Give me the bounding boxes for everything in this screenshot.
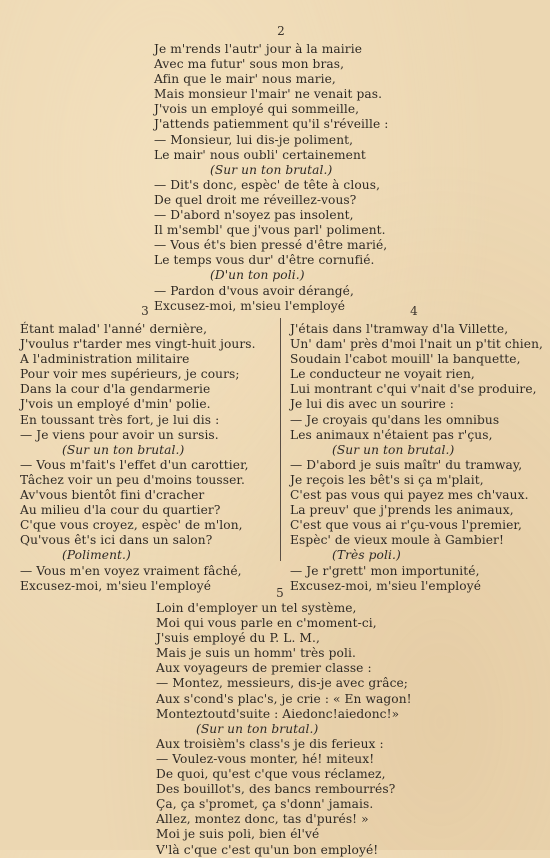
verse-line: J'vois un employé qui sommeille, [154,102,360,117]
verse-line: Étant malad' l'anné' dernière, [20,322,208,336]
verse-line: Avec ma futur' sous mon bras, [154,57,345,72]
verse-line: Espèc' de vieux moule à Gambier! [290,533,504,548]
section-number-5: 5 [276,586,284,600]
verse-line: Pour voir mes supérieurs, je cours; [20,367,240,382]
verse-line: Le mair' nous oubli' certainement [154,147,366,162]
verse-line: — Vous ét's bien pressé d'être marié, [154,238,388,253]
verse-line: C'est que vous ai r'çu-vous l'premier, [290,518,522,533]
verse-line: En toussant très fort, je lui dis : [20,412,220,427]
stanza-2 [154,42,389,314]
stanza-3 [20,322,256,594]
verse-line: Aux s'cond's plac's, je crie : « En wagon! [156,691,412,706]
verse-line: — Pardon d'vous avoir dérangé, [154,283,354,298]
verse-line: — Montez, messieurs, dis-je avec grâce; [156,676,409,691]
verse-line: Un' dam' près d'moi l'nait un p'tit chien, [290,337,544,352]
verse-line: De quoi, qu'est c'que vous réclamez, [156,767,386,782]
verse-line: Excusez-moi, m'sieu l'employé [154,298,346,313]
verse-line: — Je viens pour avoir un sursis. [20,427,219,442]
section-number-3: 3 [141,304,149,318]
verse-line: Tâchez voir un peu d'moins tousser. [20,472,245,487]
verse-line: C'que vous croyez, espèc' de m'lon, [20,518,243,533]
verse-line: J'attends patiemment qu'il s'réveille : [154,117,389,132]
section-number-4: 4 [410,304,418,318]
verse-line: Le conducteur ne voyait rien, [290,367,475,382]
verse-line: Ça, ça s'promet, ça s'donn' jamais. [156,797,374,812]
verse-line: Aux troisièm's class's je dis ferieux : [156,736,384,751]
verse-line: Lui montrant c'qui v'nait d'se produire, [290,382,537,397]
verse-line: Moi je suis poli, bien él'vé [156,827,320,842]
verse-line: Soudain l'cabot mouill' la banquette, [290,352,521,367]
verse-line: La preuv' que j'prends les animaux, [290,503,514,518]
verse-line: Au milieu d'la cour du quartier? [20,503,221,518]
verse-line: Je lui dis avec un sourire : [290,397,454,412]
verse-line: (Poliment.) [62,548,131,563]
verse-line: Je reçois les bêt's si ça m'plait, [290,472,484,487]
verse-line: Le temps vous dur' d'être cornufié. [154,253,375,268]
verse-line: Excusez-moi, m'sieu l'employé [290,578,482,593]
verse-line: J'vois un employé d'min' polie. [20,397,211,412]
verse-line: — Vous m'en voyez vraiment fâché, [20,563,242,578]
verse-line: Mais je suis un homm' très poli. [156,646,356,661]
verse-line: Av'vous bientôt fini d'cracher [20,488,205,503]
stanza-5 [156,601,412,858]
verse-line: Loin d'employer un tel système, [156,601,357,615]
verse-line: C'est pas vous qui payez mes ch'vaux. [290,488,529,503]
verse-line: De quel droit me réveillez-vous? [154,192,357,207]
verse-line: Des bouillot's, des bancs rembourrés? [156,782,396,797]
verse-line: — Je r'grett' mon importunité, [290,563,480,578]
verse-line: — Voulez-vous monter, hé! miteux! [156,751,375,766]
verse-line: V'là c'que c'est qu'un bon employé! [156,842,379,857]
verse-line: Mais monsieur l'mair' ne venait pas. [154,87,383,102]
verse-line: — Dit's donc, espèc' de tête à clous, [154,177,381,192]
column-divider [280,318,281,561]
verse-line: Qu'vous êt's ici dans un salon? [20,533,213,548]
verse-line: A l'administration militaire [20,352,190,367]
verse-line: Les animaux n'étaient pas r'çus, [290,427,493,442]
verse-line: (Très poli.) [332,548,401,563]
verse-line: — D'abord je suis maîtr' du tramway, [290,457,523,472]
section-number-2: 2 [277,24,285,38]
verse-line: Je m'rends l'autr' jour à la mairie [154,42,363,56]
verse-line: — D'abord n'soyez pas insolent, [154,208,354,223]
verse-line: (D'un ton poli.) [210,268,305,283]
verse-line: (Sur un ton brutal.) [332,442,455,457]
verse-line: Moi qui vous parle en c'moment-ci, [156,616,377,631]
verse-line: Il m'sembl' que j'vous parl' poliment. [154,223,386,238]
verse-line: (Sur un ton brutal.) [210,162,333,177]
verse-line: Afin que le mair' nous marie, [154,72,336,87]
verse-line: — Vous m'fait's l'effet d'un carottier, [20,457,249,472]
verse-line: — Je croyais qu'dans les omnibus [290,412,500,427]
verse-line: (Sur un ton brutal.) [62,442,185,457]
verse-line: Dans la cour d'la gendarmerie [20,382,211,397]
verse-line: — Monsieur, lui dis-je poliment, [154,132,354,147]
verse-line: Excusez-moi, m'sieu l'employé [20,578,212,593]
verse-line: (Sur un ton brutal.) [196,721,319,736]
verse-line: Aux voyageurs de premier classe : [156,661,372,676]
verse-line: Allez, montez donc, tas d'purés! » [156,812,369,827]
verse-line: J'voulus r'tarder mes vingt-huit jours. [20,337,256,352]
verse-line: J'étais dans l'tramway d'la Villette, [290,322,509,336]
verse-line: J'suis employé du P. L. M., [156,631,320,646]
stanza-4 [290,322,543,594]
verse-line: Monteztoutd'suite : Aiedonc!aiedonc!» [156,706,400,721]
